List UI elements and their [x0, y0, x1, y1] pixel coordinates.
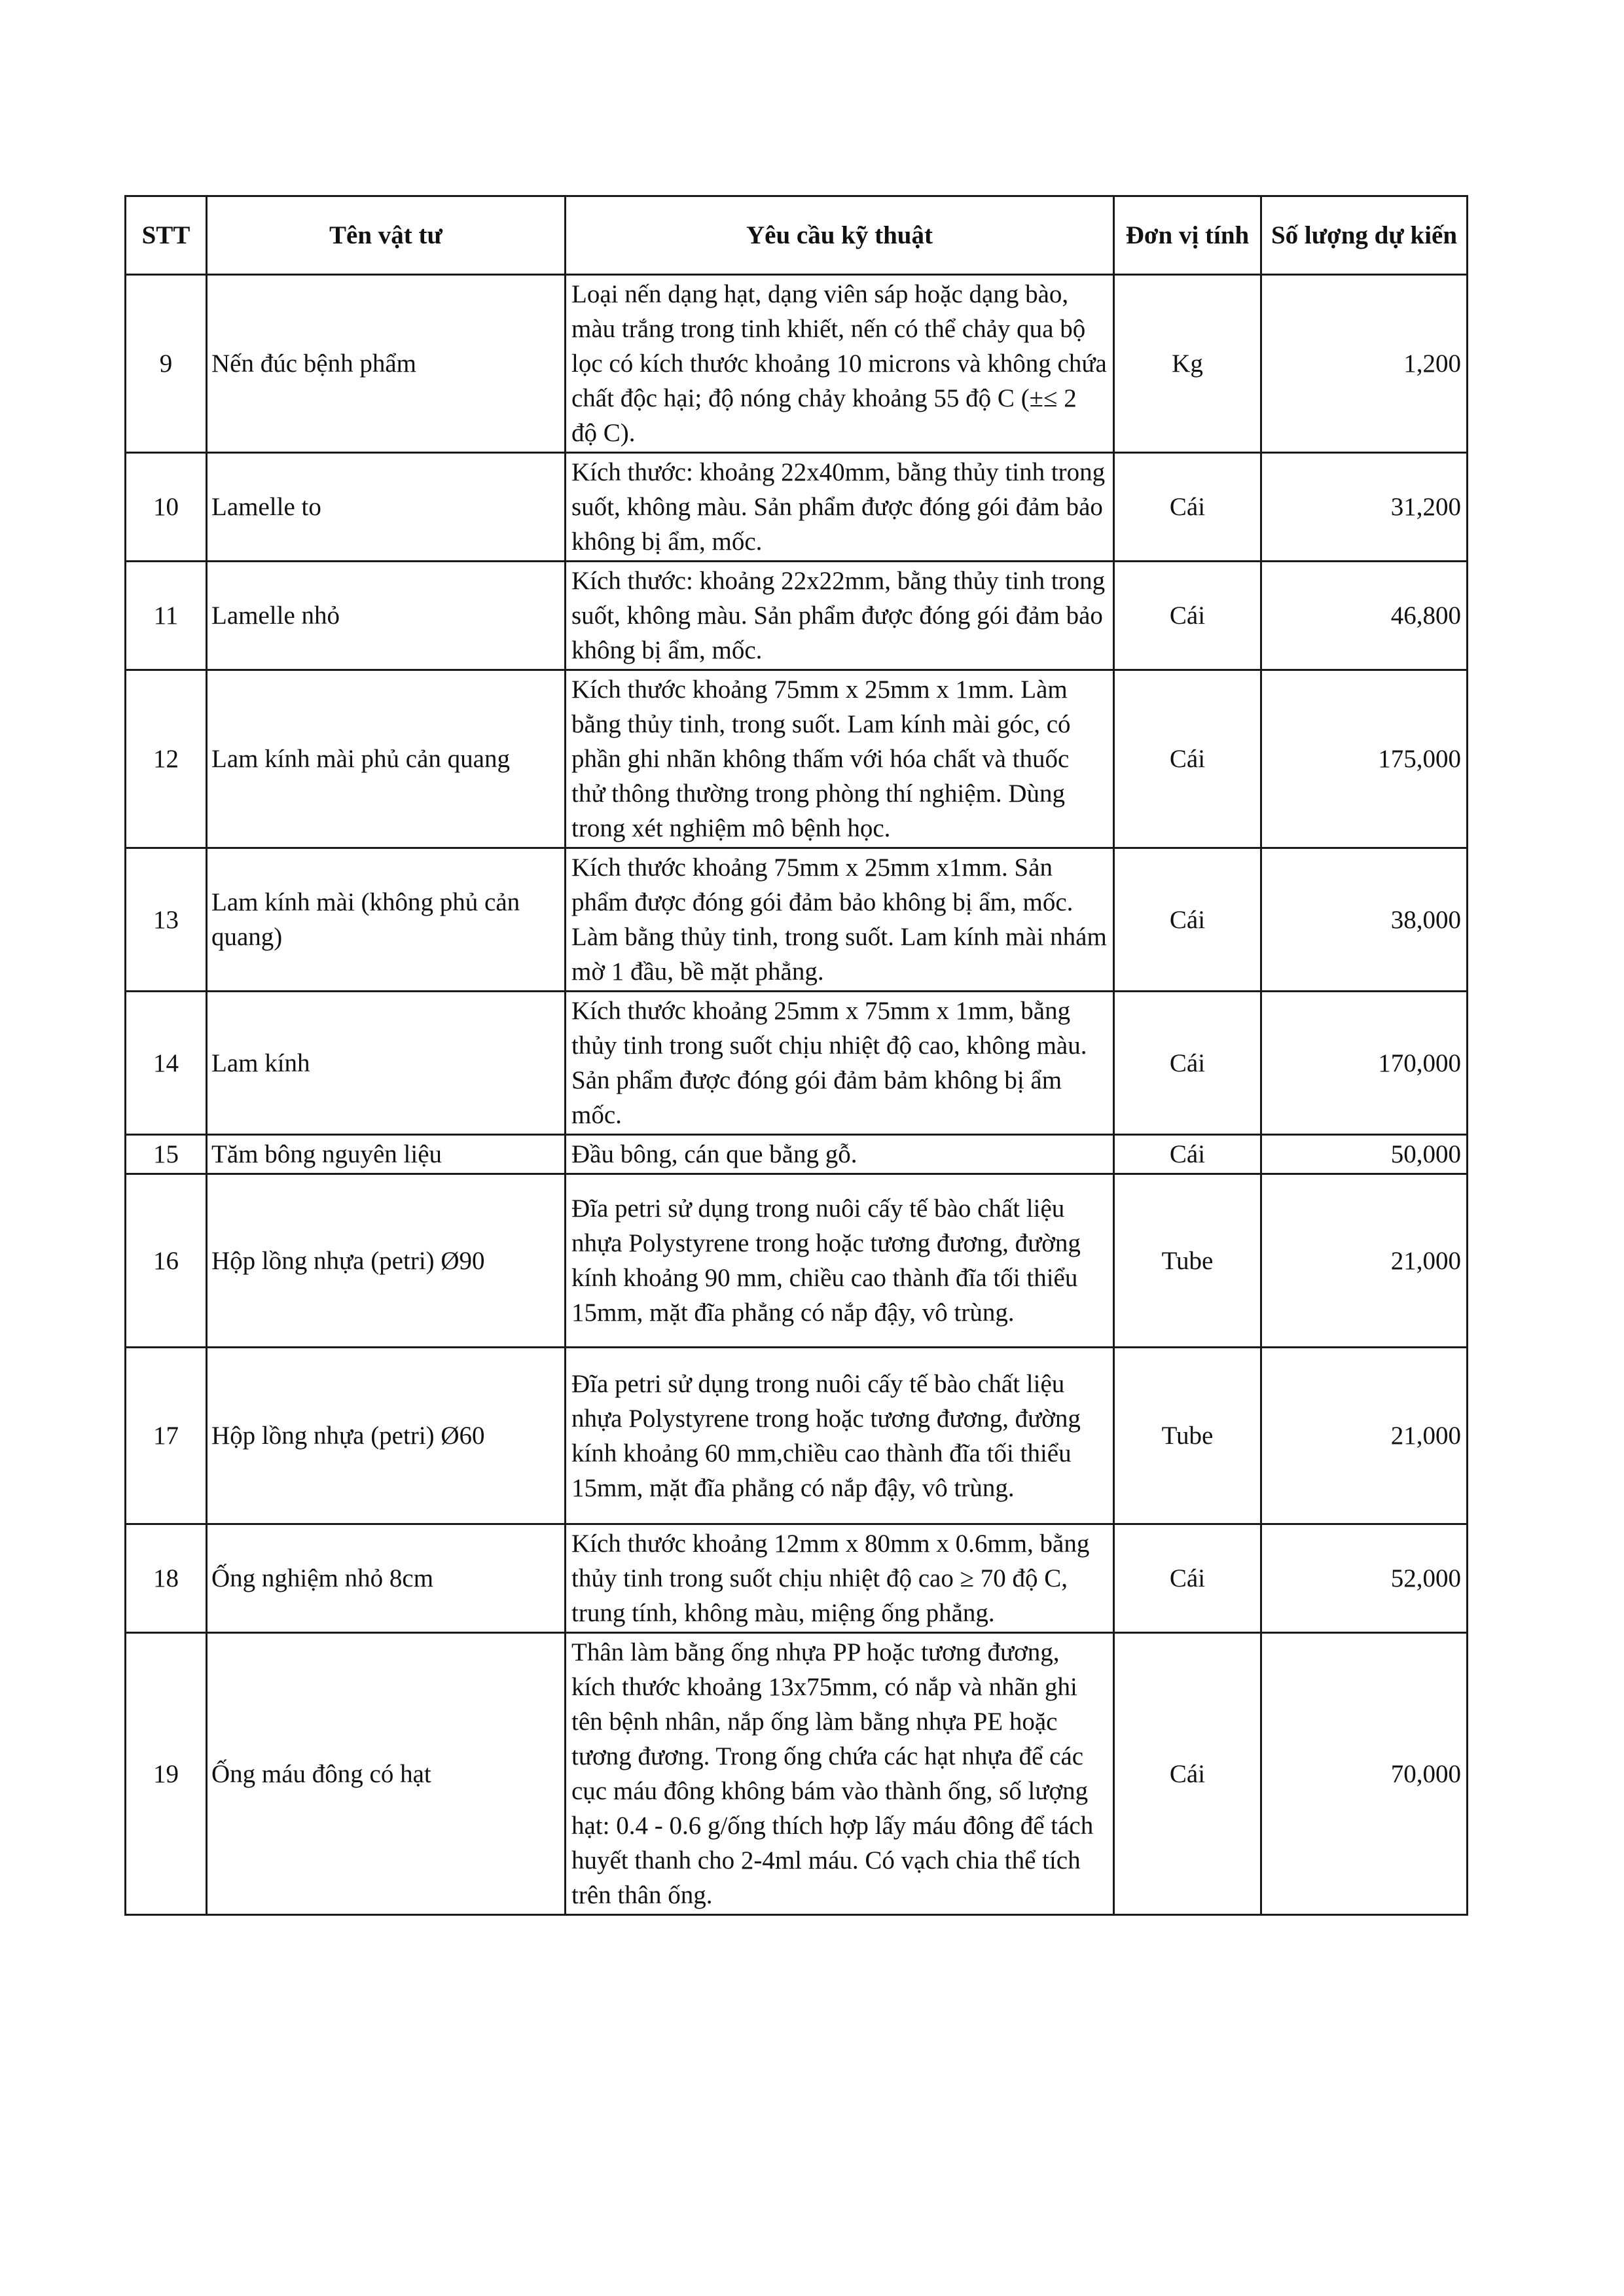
cell-quantity: 175,000: [1261, 670, 1468, 848]
table-row: [126, 1174, 1468, 1348]
cell-unit: Cái: [1114, 992, 1261, 1135]
cell-quantity: 21,000: [1261, 1174, 1468, 1348]
cell-requirement: Kích thước khoảng 12mm x 80mm x 0.6mm, bằng thủy tinh trong suốt chịu nhiệt độ cao ≥ 70 độ C, trung tính, không màu, miệng ống phẳng.: [566, 1524, 1114, 1633]
table-row: [126, 670, 1468, 848]
cell-quantity: 31,200: [1261, 453, 1468, 562]
table-row: [126, 453, 1468, 562]
table-row: [126, 1524, 1468, 1633]
cell-quantity: 46,800: [1261, 562, 1468, 670]
cell-stt: 12: [126, 670, 207, 848]
cell-unit: Cái: [1114, 1524, 1261, 1633]
table-row: [126, 848, 1468, 992]
cell-unit: Cái: [1114, 1633, 1261, 1915]
cell-stt: 17: [126, 1348, 207, 1524]
cell-requirement: Kích thước khoảng 75mm x 25mm x 1mm. Làm bằng thủy tinh, trong suốt. Lam kính mài góc, có phần ghi nhãn không thấm với hóa chất và thuốc thử thông thường trong phòng thí nghiệm. Dùng trong xét nghiệm mô bệnh học.: [566, 670, 1114, 848]
cell-stt: 18: [126, 1524, 207, 1633]
table-header-row: [126, 196, 1468, 275]
cell-quantity: 21,000: [1261, 1348, 1468, 1524]
cell-stt: 13: [126, 848, 207, 992]
cell-unit: Tube: [1114, 1348, 1261, 1524]
cell-name: Ống máu đông có hạt: [207, 1633, 566, 1915]
cell-requirement: Đĩa petri sử dụng trong nuôi cấy tế bào chất liệu nhựa Polystyrene trong hoặc tương đương, đường kính khoảng 90 mm, chiều cao thành đĩa tối thiểu 15mm, mặt đĩa phẳng có nắp đậy, vô trùng.: [566, 1174, 1114, 1348]
table-row: [126, 1633, 1468, 1915]
cell-name: Lamelle to: [207, 453, 566, 562]
cell-name: Ống nghiệm nhỏ 8cm: [207, 1524, 566, 1633]
cell-quantity: 1,200: [1261, 275, 1468, 453]
cell-requirement: Kích thước khoảng 25mm x 75mm x 1mm, bằng thủy tinh trong suốt chịu nhiệt độ cao, không màu. Sản phẩm được đóng gói đảm bảm không bị ẩm mốc.: [566, 992, 1114, 1135]
cell-name: Lam kính mài (không phủ cản quang): [207, 848, 566, 992]
cell-unit: Cái: [1114, 1135, 1261, 1174]
header-unit: Đơn vị tính: [1114, 196, 1261, 275]
cell-requirement: Kích thước khoảng 75mm x 25mm x1mm. Sản phẩm được đóng gói đảm bảo không bị ẩm, mốc. Làm bằng thủy tinh, trong suốt. Lam kính mài nhám mờ 1 đầu, bề mặt phẳng.: [566, 848, 1114, 992]
cell-name: Tăm bông nguyên liệu: [207, 1135, 566, 1174]
cell-quantity: 70,000: [1261, 1633, 1468, 1915]
cell-unit: Cái: [1114, 848, 1261, 992]
cell-requirement: Thân làm bằng ống nhựa PP hoặc tương đương, kích thước khoảng 13x75mm, có nắp và nhãn ghi tên bệnh nhân, nắp ống làm bằng nhựa PE hoặc tương đương. Trong ống chứa các hạt nhựa để các cục máu đông không bám vào thành ống, số lượng hạt: 0.4 - 0.6 g/ống thích hợp lấy máu đông để tách huyết thanh cho 2-4ml máu. Có vạch chia thể tích trên thân ống.: [566, 1633, 1114, 1915]
cell-stt: 15: [126, 1135, 207, 1174]
cell-unit: Tube: [1114, 1174, 1261, 1348]
cell-requirement: Kích thước: khoảng 22x40mm, bằng thủy tinh trong suốt, không màu. Sản phẩm được đóng gói đảm bảo không bị ẩm, mốc.: [566, 453, 1114, 562]
supply-table: [124, 195, 1468, 1916]
cell-unit: Kg: [1114, 275, 1261, 453]
cell-name: Hộp lồng nhựa (petri) Ø90: [207, 1174, 566, 1348]
document-page: [124, 195, 1466, 1916]
cell-unit: Cái: [1114, 453, 1261, 562]
cell-unit: Cái: [1114, 670, 1261, 848]
table-row: [126, 562, 1468, 670]
header-quantity: Số lượng dự kiến: [1261, 196, 1468, 275]
cell-quantity: 38,000: [1261, 848, 1468, 992]
table-row: [126, 1135, 1468, 1174]
cell-quantity: 170,000: [1261, 992, 1468, 1135]
cell-stt: 19: [126, 1633, 207, 1915]
cell-name: Lam kính: [207, 992, 566, 1135]
cell-stt: 14: [126, 992, 207, 1135]
cell-unit: Cái: [1114, 562, 1261, 670]
table-row: [126, 992, 1468, 1135]
header-name: Tên vật tư: [207, 196, 566, 275]
cell-stt: 10: [126, 453, 207, 562]
cell-requirement: Đầu bông, cán que bằng gỗ.: [566, 1135, 1114, 1174]
cell-name: Lamelle nhỏ: [207, 562, 566, 670]
cell-requirement: Kích thước: khoảng 22x22mm, bằng thủy tinh trong suốt, không màu. Sản phẩm được đóng gói đảm bảo không bị ẩm, mốc.: [566, 562, 1114, 670]
cell-requirement: Loại nến dạng hạt, dạng viên sáp hoặc dạng bào, màu trắng trong tinh khiết, nến có thể chảy qua bộ lọc có kích thước khoảng 10 microns và không chứa chất độc hại; độ nóng chảy khoảng 55 độ C (±≤ 2 độ C).: [566, 275, 1114, 453]
table-row: [126, 275, 1468, 453]
header-requirement: Yêu cầu kỹ thuật: [566, 196, 1114, 275]
cell-stt: 11: [126, 562, 207, 670]
cell-name: Hộp lồng nhựa (petri) Ø60: [207, 1348, 566, 1524]
cell-quantity: 50,000: [1261, 1135, 1468, 1174]
cell-stt: 9: [126, 275, 207, 453]
header-stt: STT: [126, 196, 207, 275]
cell-stt: 16: [126, 1174, 207, 1348]
table-row: [126, 1348, 1468, 1524]
cell-requirement: Đĩa petri sử dụng trong nuôi cấy tế bào chất liệu nhựa Polystyrene trong hoặc tương đương, đường kính khoảng 60 mm,chiều cao thành đĩa tối thiểu 15mm, mặt đĩa phẳng có nắp đậy, vô trùng.: [566, 1348, 1114, 1524]
cell-quantity: 52,000: [1261, 1524, 1468, 1633]
cell-name: Lam kính mài phủ cản quang: [207, 670, 566, 848]
cell-name: Nến đúc bệnh phẩm: [207, 275, 566, 453]
